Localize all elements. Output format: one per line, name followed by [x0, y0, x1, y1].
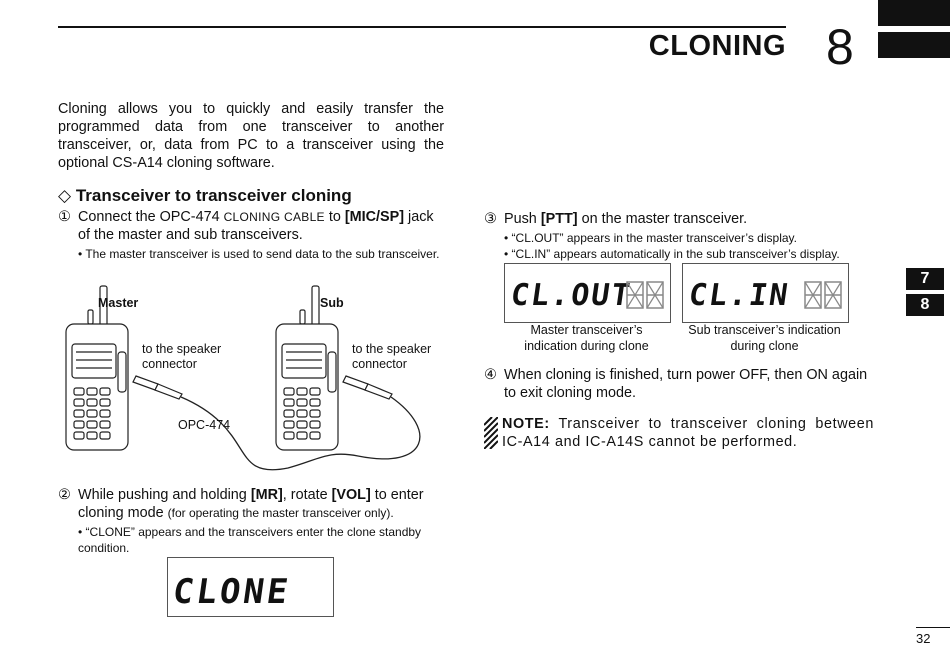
step-3: [484, 210, 874, 262]
master-display-text: CL.OUT: [508, 278, 634, 313]
step-1-number: ①: [58, 209, 71, 225]
thumb-bar-lower: [878, 32, 950, 58]
speaker-connector-label-1: to the speaker connector: [142, 342, 222, 371]
side-tab-7[interactable]: 7: [906, 268, 944, 290]
step-2: [58, 486, 444, 556]
note-label: NOTE:: [502, 416, 550, 432]
master-label: Master: [98, 296, 139, 310]
segment-digits-icon: [625, 280, 665, 310]
step-2-bullet: • “CLONE” appears and the transceivers enter the clone standby condition.: [78, 525, 422, 555]
step-1-bullet: • The master transceiver is used to send data to the sub transceiver.: [78, 247, 440, 261]
note: [484, 415, 874, 451]
step-3-bullet-1: • “CL.OUT” appears in the master transceiver’s display.: [504, 231, 797, 245]
step-2-text-b: , rotate: [282, 487, 332, 503]
page-number: 32: [916, 631, 931, 646]
clone-display-text: CLONE: [170, 572, 294, 612]
segment-digits-icon: [803, 280, 843, 310]
step-3-key-ptt: [PTT]: [540, 211, 578, 227]
footer-rule: [916, 627, 950, 628]
step-2-text-a: While pushing and holding: [78, 487, 251, 503]
speaker-connector-label-2: to the speaker connector: [352, 342, 432, 371]
step-4: [484, 366, 874, 402]
thumb-bar-upper: [878, 0, 950, 26]
chapter-title: CLONING: [648, 30, 786, 62]
step-1-text-b: to: [324, 209, 345, 225]
cable-label: OPC-474: [178, 418, 231, 432]
sub-display: [682, 263, 849, 323]
step-4-number: ④: [484, 367, 497, 383]
step-3-text-a: Push: [504, 211, 541, 227]
step-3-text-b: on the master transceiver.: [577, 211, 748, 227]
step-3-number: ③: [484, 211, 497, 227]
note-text: Transceiver to transceiver cloning between IC-A14 and IC-A14S cannot be performed.: [502, 416, 874, 450]
step-1: [58, 208, 444, 262]
step-4-text: When cloning is finished, turn power OFF, then ON again to exit cloning mode.: [504, 367, 868, 401]
step-1-text-a: Connect the OPC-474: [78, 209, 224, 225]
section-heading: [58, 186, 352, 206]
step-2-number: ②: [58, 487, 71, 503]
sub-label: Sub: [320, 296, 344, 310]
section-marker-icon: ◇: [58, 186, 72, 205]
intro-paragraph: Cloning allows you to quickly and easily transfer the programmed data from one transceiver to another transceiver, or, data from PC to a transceiver using the optional CS-A14 cloning software.: [58, 101, 444, 171]
step-2-text-c: to enter cloning mode: [78, 487, 424, 521]
step-2-text-small: (for operating the master transceiver only).: [167, 506, 394, 520]
section-title: Transceiver to transceiver cloning: [75, 186, 352, 205]
cloning-diagram: [58, 280, 444, 480]
header-rule: [58, 26, 786, 28]
step-1-key: [MIC/SP]: [344, 209, 405, 225]
sub-display-caption: Sub transceiver’s indication during clone: [688, 323, 841, 353]
cable-plug-icon: [133, 376, 392, 399]
sub-display-text: CL.IN: [686, 278, 792, 313]
step-2-key-vol: [VOL]: [331, 487, 371, 503]
master-display-caption: Master transceiver’s indication during clone: [524, 323, 649, 353]
chapter-number: 8: [826, 19, 854, 75]
step-1-cable-term: CLONING CABLE: [223, 210, 325, 224]
clone-display: [167, 557, 334, 617]
step-3-bullet-2: • “CL.IN” appears automatically in the sub transceiver’s display.: [504, 247, 840, 261]
side-tab-8[interactable]: 8: [906, 294, 944, 316]
step-2-key-mr: [MR]: [250, 487, 283, 503]
step-1-text-c: jack of the master and sub transceivers.: [78, 209, 434, 243]
note-hatch-icon: [484, 417, 498, 449]
master-display: [504, 263, 671, 323]
